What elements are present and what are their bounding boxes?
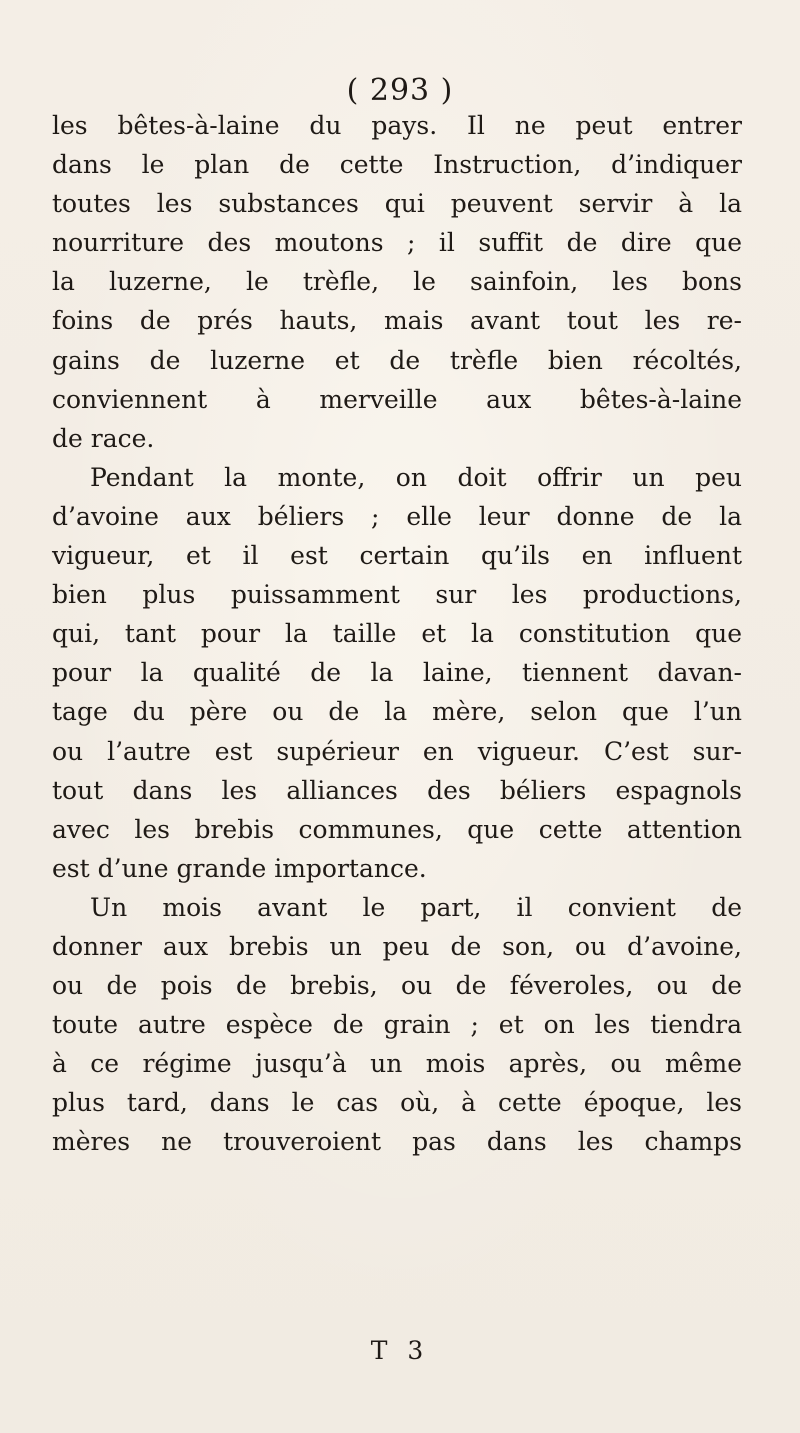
text-line: qui, tant pour la taille et la constitution que (52, 619, 742, 649)
text-line: à ce régime jusqu’à un mois après, ou même (52, 1049, 742, 1079)
paragraph-start-line: Un mois avant le part, il convient de (90, 892, 742, 922)
text-line: nourriture des moutons ; il suffit de dire que (52, 228, 742, 258)
text-line: vigueur, et il est certain qu’ils en influent (52, 541, 742, 571)
text-line: ou de pois de brebis, ou de féveroles, ou de (52, 971, 742, 1001)
text-line: ou l’autre est supérieur en vigueur. C’est sur- (52, 736, 742, 766)
body-text (52, 106, 742, 1162)
signature-mark: T 3 (370, 1336, 430, 1365)
paragraph-start-line: Pendant la monte, on doit offrir un peu (90, 462, 742, 492)
text-line: toute autre espèce de grain ; et on les tiendra (52, 1010, 742, 1040)
text-line: est d’une grande importance. (52, 853, 427, 883)
text-line: tage du père ou de la mère, selon que l’un (52, 697, 742, 727)
text-line: de race. (52, 423, 155, 453)
text-line: foins de prés hauts, mais avant tout les re- (52, 306, 742, 336)
text-line: d’avoine aux béliers ; elle leur donne de la (52, 501, 742, 531)
page-number: ( 293 ) (346, 73, 454, 108)
text-line: donner aux brebis un peu de son, ou d’avoine, (52, 931, 742, 961)
text-line: conviennent à merveille aux bêtes-à-laine (52, 384, 742, 414)
text-line: tout dans les alliances des béliers espagnols (52, 775, 742, 805)
text-line: mères ne trouveroient pas dans les champs (52, 1127, 742, 1157)
text-line: toutes les substances qui peuvent servir à la (52, 189, 742, 219)
text-line: gains de luzerne et de trèfle bien récoltés, (52, 345, 742, 375)
text-line: dans le plan de cette Instruction, d’indiquer (52, 150, 742, 180)
text-line: les bêtes-à-laine du pays. Il ne peut entrer (52, 111, 742, 140)
text-line: bien plus puissamment sur les productions, (52, 580, 742, 610)
text-line: pour la qualité de la laine, tiennent davan- (52, 658, 742, 688)
text-line: la luzerne, le trèfle, le sainfoin, les bons (52, 267, 742, 297)
text-line: avec les brebis communes, que cette attention (52, 814, 742, 844)
text-line: plus tard, dans le cas où, à cette époque, les (52, 1088, 742, 1118)
